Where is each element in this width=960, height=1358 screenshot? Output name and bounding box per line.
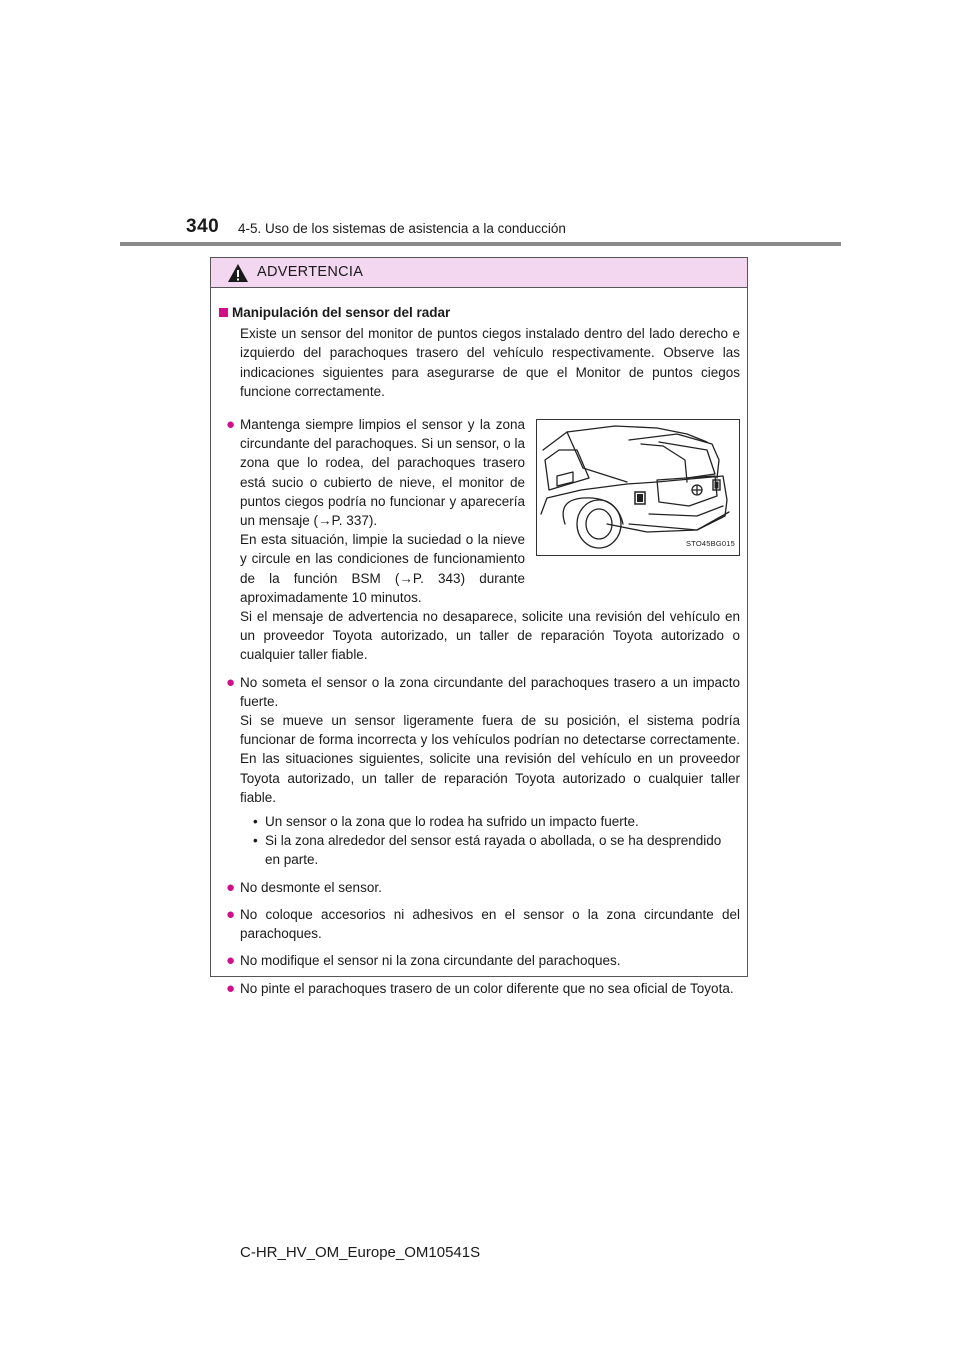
figure-code: STO45BG015: [686, 538, 735, 548]
list-item: [219, 673, 740, 807]
item1-paragraph-1: Mantenga siempre limpios el sensor y la zona circundante del parachoques. Si un sensor, o la zona que lo rodea, del parachoques trasero está sucio o cubierto de nieve, el monitor de puntos ciegos podría no funcionar y aparecería un mensaje (→P. 337).: [240, 417, 525, 529]
item6-text: No pinte el parachoques trasero de un color diferente que no sea oficial de Toyota.: [240, 980, 734, 996]
item3-text: No desmonte el sensor.: [240, 879, 382, 895]
sub-list-text: Si la zona alrededor del sensor está rayada o abollada, o se ha desprendido en parte.: [265, 833, 722, 868]
item2-text-block: [240, 673, 740, 807]
item1-paragraph-2: En esta situación, limpie la suciedad o la nieve y circule en las condiciones de funcionamiento de la función BSM (→P. 343) durante aproximadamente 10 minutos.: [240, 532, 525, 605]
sub-list-item: [253, 831, 740, 869]
warning-triangle-icon: [227, 263, 249, 283]
sub-bullet-icon: •: [253, 814, 258, 830]
bullet-icon: ●: [226, 905, 236, 923]
page-number: 340: [186, 216, 220, 237]
item1-paragraph-3: Si el mensaje de advertencia no desaparece, solicite una revisión del vehículo en un proveedor Toyota autorizado, un taller de reparación Toyota autorizado o cualquier taller fiable.: [240, 609, 740, 663]
footer-doc-code: C-HR_HV_OM_Europe_OM10541S: [240, 1244, 481, 1261]
car-rear-figure: [536, 419, 740, 556]
sub-list-item: [253, 812, 740, 831]
item5-text: No modifique el sensor ni la zona circundante del parachoques.: [240, 953, 621, 969]
list-item: [219, 979, 740, 998]
header-rule: [120, 242, 841, 246]
section-heading-text: Manipulación del sensor del radar: [232, 305, 451, 320]
bullet-icon: ●: [226, 952, 236, 970]
sub-list-text: Un sensor o la zona que lo rodea ha sufrido un impacto fuerte.: [265, 814, 639, 830]
warning-title: ADVERTENCIA: [257, 264, 364, 280]
section-title: 4-5. Uso de los sistemas de asistencia a la conducción: [238, 221, 566, 236]
warning-body: [211, 288, 747, 998]
list-item: [219, 415, 740, 607]
warning-header: [211, 258, 747, 288]
intro-paragraph: Existe un sensor del monitor de puntos ciegos instalado dentro del lado derecho e izquierdo del parachoques trasero del vehículo respectivamente. Observe las indicaciones siguientes para asegurarse de que el Monitor de puntos ciegos funcione correctamente.: [240, 326, 740, 399]
item2-paragraph-1: No someta el sensor o la zona circundante del parachoques trasero a un impacto fuerte.: [240, 674, 740, 709]
item2-paragraph-2: Si se mueve un sensor ligeramente fuera de su posición, el sistema podría funcionar de forma incorrecta y los vehículos podrían no detectarse correctamente. En las situaciones siguientes, solicite una revisión del vehículo en un proveedor Toyota autorizado, un taller de reparación Toyota autorizado o cualquier taller fiable.: [240, 713, 740, 805]
list-item: [219, 951, 740, 970]
list-item: [219, 878, 740, 897]
sub-list: [253, 812, 740, 870]
bullet-icon: ●: [226, 878, 236, 896]
warning-box: [210, 257, 748, 997]
list-item: [219, 905, 740, 943]
item4-text: No coloque accesorios ni adhesivos en el sensor o la zona circundante del parachoques.: [240, 906, 740, 942]
item1-text-block: [240, 415, 525, 607]
bullet-icon: ●: [226, 673, 236, 691]
section-heading: [219, 303, 740, 322]
bullet-icon: ●: [226, 416, 236, 434]
square-bullet-icon: [219, 308, 228, 317]
sub-bullet-icon: •: [253, 833, 258, 849]
bullet-icon: ●: [226, 979, 236, 997]
